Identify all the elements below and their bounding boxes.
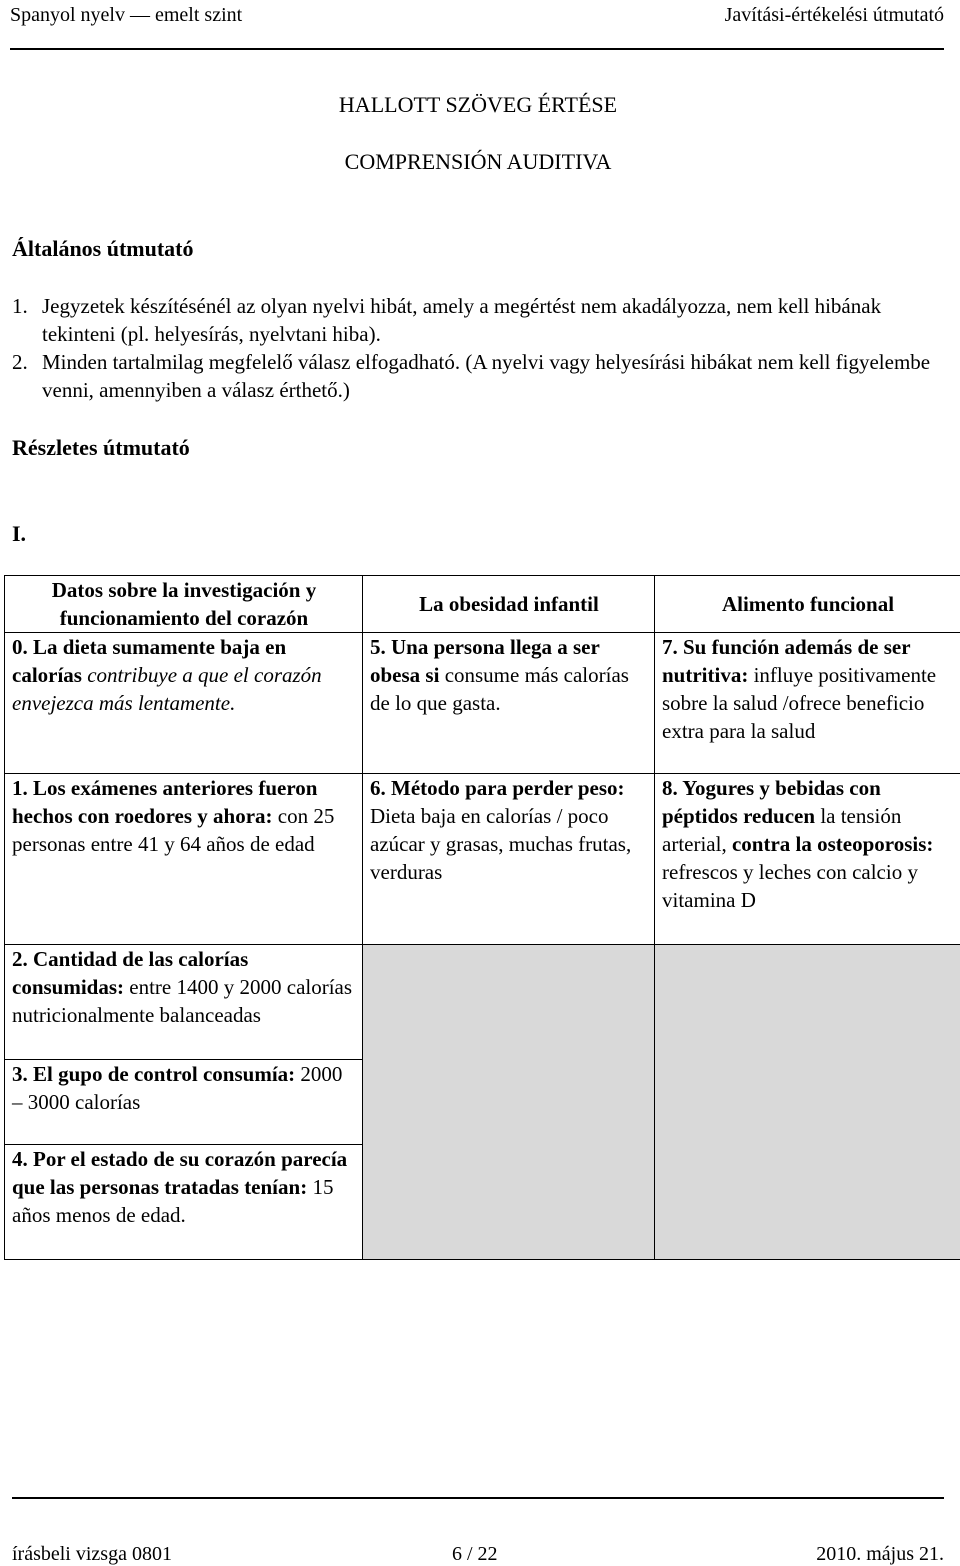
page-number: 6 / 22 [452,1543,498,1566]
section-number: I. [12,521,26,547]
main-title: HALLOTT SZÖVEG ÉRTÉSE [0,92,956,118]
table-cell: 1. Los exámenes anteriores fueron hechos con roedores y ahora: con 25 personas entre 41 y 64 años de edad [5,774,363,945]
table-cell: 2. Cantidad de las calorías consumidas: entre 1400 y 2000 calorías nutricionalmente balanceadas [5,945,363,1060]
detailed-heading: Részletes útmutató [12,435,190,461]
column-header: Datos sobre la investigación y funcionamiento del corazón [5,576,363,633]
page-footer [12,1497,944,1499]
list-item: 1. Jegyzetek készítésénél az olyan nyelvi hibát, amely a megértést nem akadályozza, nem kell hibának tekinteni (pl. helyesírás, nyelvtani hiba). [12,292,952,348]
table-cell: 0. La dieta sumamente baja en calorías contribuye a que el corazón envejezca más lentamente. [5,633,363,774]
general-heading: Általános útmutató [12,236,194,262]
table-row [5,945,960,1060]
table-row [5,633,960,774]
column-header: Alimento funcional [655,576,960,633]
general-list [12,292,952,404]
header-subject: Spanyol nyelv — emelt szint [10,4,242,27]
footer-date: 2010. május 21. [816,1543,944,1566]
list-item: 2. Minden tartalmilag megfelelő válasz elfogadható. (A nyelvi vagy helyesírási hibákat nem kell figyelembe venni, amennyiben a válasz érthető.) [12,348,952,404]
page-header [10,0,944,50]
table-cell: 4. Por el estado de su corazón parecía que las personas tratadas tenían: 15 años menos de edad. [5,1145,363,1260]
answer-table [4,575,960,1260]
column-header: La obesidad infantil [363,576,655,633]
table-cell-empty [655,945,960,1260]
sub-title: COMPRENSIÓN AUDITIVA [0,149,956,175]
table-cell: 7. Su función además de ser nutritiva: influye positivamente sobre la salud /ofrece beneficio extra para la salud [655,633,960,774]
table-cell-empty [363,945,655,1260]
footer-exam-code: írásbeli vizsga 0801 [12,1543,172,1566]
table-cell: 5. Una persona llega a ser obesa si consume más calorías de lo que gasta. [363,633,655,774]
table-header-row [5,576,960,633]
table-row [5,774,960,945]
table-cell: 8. Yogures y bebidas con péptidos reducen la tensión arterial, contra la osteoporosis: refrescos y leches con calcio y vitamina D [655,774,960,945]
header-doc-type: Javítási-értékelési útmutató [725,4,944,27]
table-cell: 6. Método para perder peso: Dieta baja en calorías / poco azúcar y grasas, muchas frutas, verduras [363,774,655,945]
table-cell: 3. El gupo de control consumía: 2000 – 3000 calorías [5,1060,363,1145]
